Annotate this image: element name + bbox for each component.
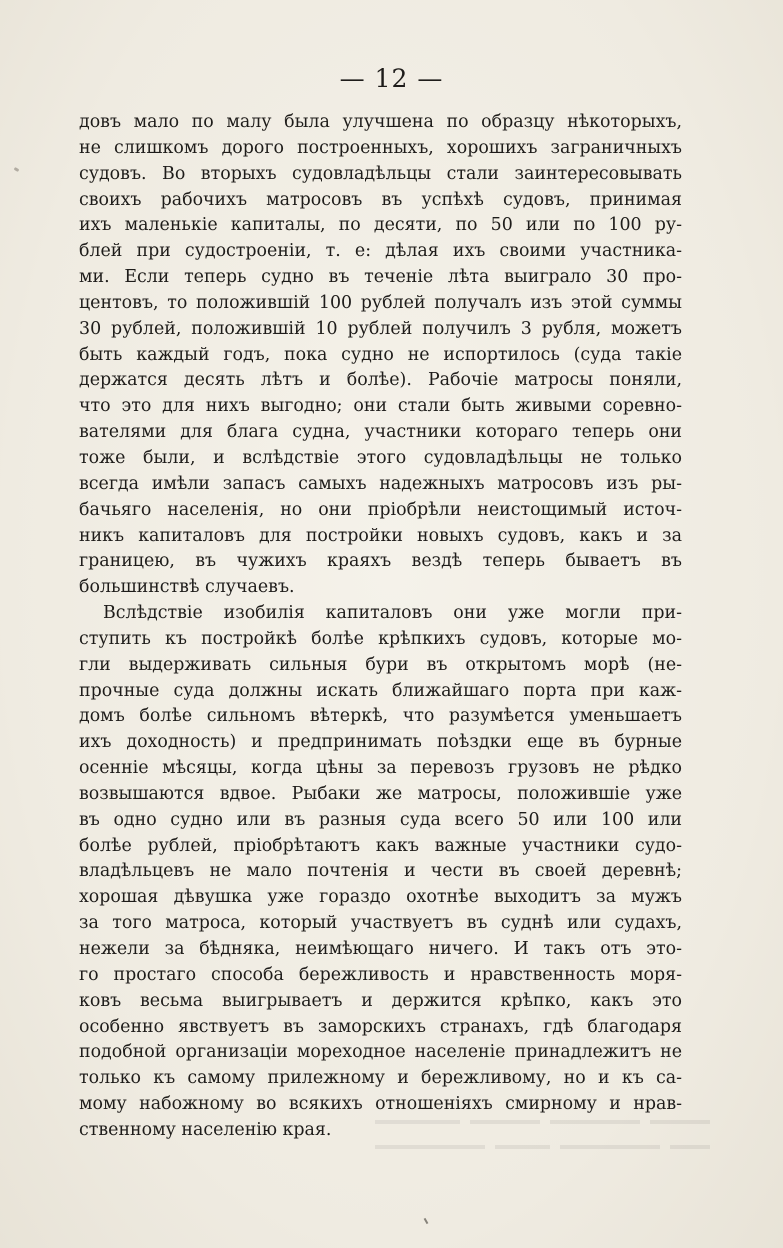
text-line: только къ самому прилежному и бережливому, но и къ са- [79, 1068, 682, 1089]
text-line: держатся десять лѣтъ и болѣе). Рабочіе матросы поняли, [79, 370, 682, 391]
text-line: центовъ, то положившій 100 рублей получалъ изъ этой суммы [79, 292, 682, 313]
text-line: не слишкомъ дорого построенныхъ, хорошихъ заграничныхъ [79, 137, 682, 158]
text-line: прочные суда должны искать ближайшаго порта при каж- [79, 680, 682, 701]
text-line: судовъ. Во вторыхъ судовладѣльцы стали заинтересовывать [79, 163, 682, 184]
text-line: тоже были, и вслѣдствіе этого судовладѣльцы не только [79, 447, 682, 468]
paragraph-end-line: большинствѣ случаевъ. [79, 577, 295, 598]
text-line: блей при судостроеніи, т. е: дѣлая ихъ своими участника- [79, 241, 682, 262]
body-text [79, 110, 682, 1144]
text-line: го простаго способа бережливость и нравственность моря- [79, 964, 682, 985]
text-line: мому набожному во всякихъ отношеніяхъ смирному и нрав- [79, 1094, 682, 1115]
bottom-speck [424, 1218, 429, 1224]
text-line: осенніе мѣсяцы, когда цѣны за перевозъ грузовъ не рѣдко [79, 758, 682, 779]
text-line: за того матроса, который участвуетъ въ суднѣ или судахъ, [79, 913, 682, 934]
text-line: хорошая дѣвушка уже гораздо охотнѣе выходитъ за мужъ [79, 887, 682, 908]
text-line: ступить къ постройкѣ болѣе крѣпкихъ судовъ, которые мо- [79, 628, 682, 649]
text-line: возвышаются вдвое. Рыбаки же матросы, положившіе уже [79, 783, 682, 804]
page-number: — 12 — [339, 64, 444, 93]
text-line: всегда имѣли запасъ самыхъ надежныхъ матросовъ изъ ры- [79, 473, 682, 494]
text-line: особенно явствуетъ въ заморскихъ странахъ, гдѣ благодаря [79, 1016, 682, 1037]
text-line: ихъ маленькіе капиталы, по десяти, по 50 или по 100 ру- [79, 215, 682, 236]
text-line: владѣльцевъ не мало почтенія и чести въ своей деревнѣ; [79, 861, 682, 882]
text-line: домъ болѣе сильномъ вѣтеркѣ, что разумѣется уменьшаетъ [79, 706, 682, 727]
text-line: ковъ весьма выигрываетъ и держится крѣпко, какъ это [79, 990, 682, 1011]
text-line: границею, въ чужихъ краяхъ вездѣ теперь бываетъ въ [79, 551, 682, 572]
text-line: своихъ рабочихъ матросовъ въ успѣхѣ судовъ, принимая [79, 189, 682, 210]
text-line: въ одно судно или въ разныя суда всего 50 или 100 или [79, 809, 682, 830]
text-line: нежели за бѣдняка, неимѣющаго ничего. И такъ отъ это- [79, 939, 682, 959]
text-line: 30 рублей, положившій 10 рублей получилъ 3 рубля, можетъ [79, 318, 682, 339]
text-line: быть каждый годъ, пока судно не испортилось (суда такіе [79, 344, 682, 365]
text-line: гли выдерживать сильныя бури въ открытомъ морѣ (не- [79, 654, 682, 675]
paragraph-start-line: Вслѣдствіе изобилія капиталовъ они уже могли при- [103, 603, 682, 624]
text-line: бачьяго населенія, но они пріобрѣли неистощимый источ- [79, 499, 682, 520]
text-line: что это для нихъ выгодно; они стали быть живыми соревно- [79, 396, 682, 417]
text-line: болѣе рублей, пріобрѣтаютъ какъ важные участники судо- [79, 835, 682, 856]
text-line: ихъ доходность) и предпринимать поѣздки еще въ бурные [79, 732, 682, 753]
text-line: вателями для блага судна, участники котораго теперь они [79, 422, 682, 443]
margin-speck [14, 167, 20, 172]
paragraph-end-line: ственному населенію края. [79, 1119, 332, 1140]
text-line: никъ капиталовъ для постройки новыхъ судовъ, какъ и за [79, 525, 682, 546]
text-line: довъ мало по малу была улучшена по образцу нѣкоторыхъ, [79, 112, 682, 132]
text-line: подобной организаціи мореходное населеніе принадлежитъ не [79, 1042, 682, 1063]
text-line: ми. Если теперь судно въ теченіе лѣта выиграло 30 про- [79, 267, 682, 288]
